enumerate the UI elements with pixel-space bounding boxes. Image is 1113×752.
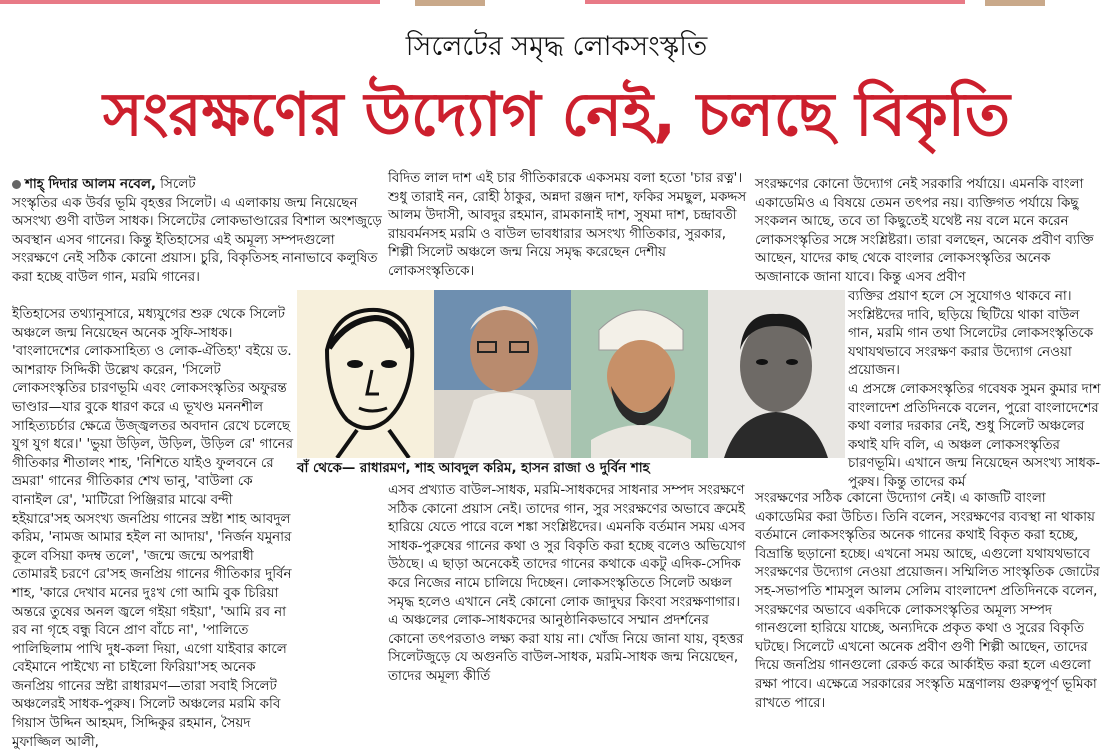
paragraph: সংরক্ষণের কোনো উদ্যোগ নেই সরকারি পর্যায়ে। এমনকি বাংলা একাডেমিও এ বিষয়ে তেমন তৎপর নয়। ব্যক্তিগত পর্যায়ে কিছু সংকলন আছে, তবে তা কিছুতেই যথেষ্ট নয় বলে মনে করেন লোকসংস্কৃতির সঙ্গে সংশ্লিষ্টরা। তারা বলছেন, অনেক প্রবীণ ব্যক্তি আছেন, যাদের কাছ থেকে বাংলার লোকসংস্কৃতির অনেক অজানাকে জানা যাবে। কিন্তু এসব প্রবীণ (755, 177, 1094, 285)
top-strip-photo (985, 0, 1045, 6)
kicker: সিলেটের সমৃদ্ধ লোকসংস্কৃতি (405, 31, 708, 62)
top-strip-photo (415, 0, 485, 6)
photo-caption: বাঁ থেকে— রাধারমণ, শাহ আবদুল করিম, হাসন রাজা ও দুর্বিন শাহ (297, 461, 650, 476)
paragraph: ইতিহাসের তথ্যানুসারে, মধ্যযুগের শুরু থেকে সিলেট অঞ্চলে জন্ম নিয়েছেন অনেক সুফি-সাধক। 'বাংলাদেশের লোকসাহিত্য ও লোক-ঐতিহ্য' বইয়ে ড. আশরাফ সিদ্দিকী উল্লেখ করেন, 'সিলেট লোকসংস্কৃতির চারণভূমি এবং লোকসংস্কৃতির অফুরন্ত ভাণ্ডার—যার বুকে ধারণ করে এ ভূখণ্ড মননশীল সাহিত্যচর্চার ক্ষেত্রে উজ্জ্বলতর অবদান রেখে চলেছে যুগ যুগ ধরে।' 'ভুয়া উড়িল, উড়িল, উড়িল রে' গানের গীতিকার শীতালং শাহ, 'নিশিতে যাইও ফুলবনে রে ভ্রমরা' গানের গীতিকার শেখ ভানু, 'বাউলা কে বানাইল রে', 'মাটিরো পিঞ্জিরার মাঝে বন্দী হইয়ারে'সহ অসংখ্য জনপ্রিয় গানের স্রষ্টা শাহ আবদুল করিম, 'নামজ আমার হইল না আদায়', 'নির্জন যমুনার কূলে বসিয়া কদম্ব তলে', 'জন্মে জন্মে অপরাধী তোমারই চরণে রে'সহ জনপ্রিয় গানের গীতিকার দুর্বিন শাহ, 'কারে দেখাব মনের দুঃখ গো আমি বুক চিরিয়া অন্তরে তুষের অনল জ্বলে গইয়া গইয়া', 'আমি রব না রব না গৃহে বন্ধু বিনে প্রাণ বাঁচে না', 'পালিতে পালিছিলাম পাখি দুধ-কলা দিয়া, এগো যাইবার কালে বেইমানে পাইখ্যে না চাইলো ফিরিয়া'সহ অনেক জনপ্রিয় গানের স্রষ্টা রাধারমণ—তারা সবাই সিলেট অঞ্চলেরই সাধক-পুরুষ। সিলেট অঞ্চলের মরমি কবি গিয়াস উদ্দিন আহমদ, সিদ্দিকুর রহমান, সৈয়দ মুফাজ্জিল আলী, (12, 307, 293, 750)
photo-radharaman (297, 290, 434, 458)
top-strip (0, 0, 1113, 6)
column-1 (12, 176, 384, 288)
byline-author: শাহ্ দিদার আলম নবেল, (25, 177, 156, 192)
photo-hason-raja (571, 290, 708, 458)
bullet-icon (12, 180, 21, 189)
paragraph: ব্যক্তির প্রয়াণ হলে সে সুযোগও থাকবে না। সংশ্লিষ্টদের দাবি, ছড়িয়ে ছিটিয়ে থাকা বাউল গান, মরমি গান তথা সিলেটের লোকসংস্কৃতিকে যথাযথভাবে সংরক্ষণ করার উদ্যোগ নেওয়া প্রয়োজন। (848, 289, 1094, 379)
headline: সংরক্ষণের উদ্যোগ নেই, চলছে বিকৃতি (103, 80, 1010, 150)
column-2-bottom (388, 482, 748, 687)
photo-shah-abdul-karim (434, 290, 571, 458)
byline (12, 176, 384, 195)
column-3-narrow (848, 288, 1106, 493)
column-2-top (388, 170, 748, 282)
top-strip-segment (0, 0, 380, 4)
paragraph: বিদিত লাল দাশ এই চার গীতিকারকে একসময় বলা হতো 'চার রত্ন'। শুধু তারাই নন, রোহী ঠাকুর, অন্নদা রঞ্জন দাশ, ফকির সমছুল, মকদ্দস আলম উদাসী, আবদুর রহমান, রামকানাই দাশ, সুষমা দাশ, চন্দ্রাবতী রায়বর্মনসহ মরমি ও বাউল ভাবধারার অসংখ্য গীতিকার, সুরকার, শিল্পী সিলেট অঞ্চলে জন্ম নিয়ে সমৃদ্ধ করেছেন দেশীয় লোকসংস্কৃতিকে। (388, 171, 747, 279)
paragraph: এ প্রসঙ্গে লোকসংস্কৃতির গবেষক সুমন কুমার দাশ বাংলাদেশ প্রতিদিনকে বলেন, পুরো বাংলাদেশের কথা বলার দরকার নেই, শুধু সিলেট অঞ্চলের কথাই যদি বলি, এ অঞ্চল লোকসংস্কৃতির চারণভূমি। এখানে জন্ম নিয়েছেন অসংখ্য সাধক-পুরুষ। কিন্তু তাদের কর্ম (848, 381, 1101, 490)
photo-durbin-shah (708, 290, 845, 458)
column-3-bottom (755, 490, 1105, 713)
top-strip-segment (585, 0, 965, 4)
paragraph: এসব প্রখ্যাত বাউল-সাধক, মরমি-সাধকদের সাধনার সম্পদ সংরক্ষণে সঠিক কোনো প্রয়াস নেই। তাদের গান, সুর সংরক্ষণের অভাবে ক্রমেই হারিয়ে যেতে পারে বলে শঙ্কা সংশ্লিষ্টদের। এমনকি বর্তমান সময় এসব সাধক-পুরুষের গানের কথা ও সুর বিকৃতি করা হচ্ছে বলেও অভিযোগ উঠছে। এ ছাড়া অনেকেই তাদের গানের কথাকে একটু এদিক-সেদিক করে নিজের নামে চালিয়ে দিচ্ছেন। লোকসংস্কৃতিতে সিলেট অঞ্চল সমৃদ্ধ হলেও এখানে নেই কোনো লোক জাদুঘর কিংবা সংরক্ষণাগার। এ অঞ্চলের লোক-সাধকদের আনুষ্ঠানিকভাবে সম্মান প্রদর্শনের কোনো তৎপরতাও লক্ষ্য করা যায় না। খোঁজ নিয়ে জানা যায়, বৃহত্তর সিলেটজুড়ে যে অগুনতি বাউল-সাধক, মরমি-সাধক জন্ম নিয়েছেন, তাদের অমূল্য কীর্তি (388, 483, 746, 684)
photo-strip (297, 290, 845, 458)
column-3-top (755, 176, 1105, 288)
paragraph: সংরক্ষণের সঠিক কোনো উদ্যোগ নেই। এ কাজটি বাংলা একাডেমির করা উচিত। তিনি বলেন, সংরক্ষণের ব্যবস্থা না থাকায় বর্তমানে লোকসংস্কৃতির অনেক গানের কথাই বিকৃত করা হচ্ছে, বিভ্রান্তি ছড়ানো হচ্ছে। এখনো সময় আছে, এগুলো যথাযথভাবে সংরক্ষণের উদ্যোগ নেওয়া প্রয়োজন। সম্মিলিত সাংস্কৃতিক জোটের সহ-সভাপতি শামসুল আলম সেলিম বাংলাদেশ প্রতিদিনকে বলেন, সংরক্ষণের অভাবে একদিকে লোকসংস্কৃতির অমূল্য সম্পদ গানগুলো হারিয়ে যাচ্ছে, অন্যদিকে প্রকৃত কথা ও সুরের বিকৃতি ঘটছে। সিলেটে এখনো অনেক প্রবীণ গুণী শিল্পী আছেন, তাদের দিয়ে জনপ্রিয় গানগুলো রেকর্ড করে আর্কাইভ করা হলে এগুলো রক্ষা পাবে। এক্ষেত্রে সরকারের সংস্কৃতি মন্ত্রণালয় গুরুত্বপূর্ণ ভূমিকা রাখতে পারে। (755, 491, 1100, 711)
byline-place: সিলেট (155, 177, 196, 192)
paragraph: সংস্কৃতির এক উর্বর ভূমি বৃহত্তর সিলেট। এ এলাকায় জন্ম নিয়েছেন অসংখ্য গুণী বাউল সাধক। সিলেটের লোকভাণ্ডারের বিশাল অংশজুড়ে অবস্থান এসব গানের। কিন্তু ইতিহাসের এই অমূল্য সম্পদগুলো সংরক্ষণে নেই সঠিক কোনো প্রয়াস। চুরি, বিকৃতিসহ নানাভাবে কলুষিত করা হচ্ছে বাউল গান, মরমি গানের। (12, 195, 382, 285)
column-1-narrow (12, 306, 294, 752)
